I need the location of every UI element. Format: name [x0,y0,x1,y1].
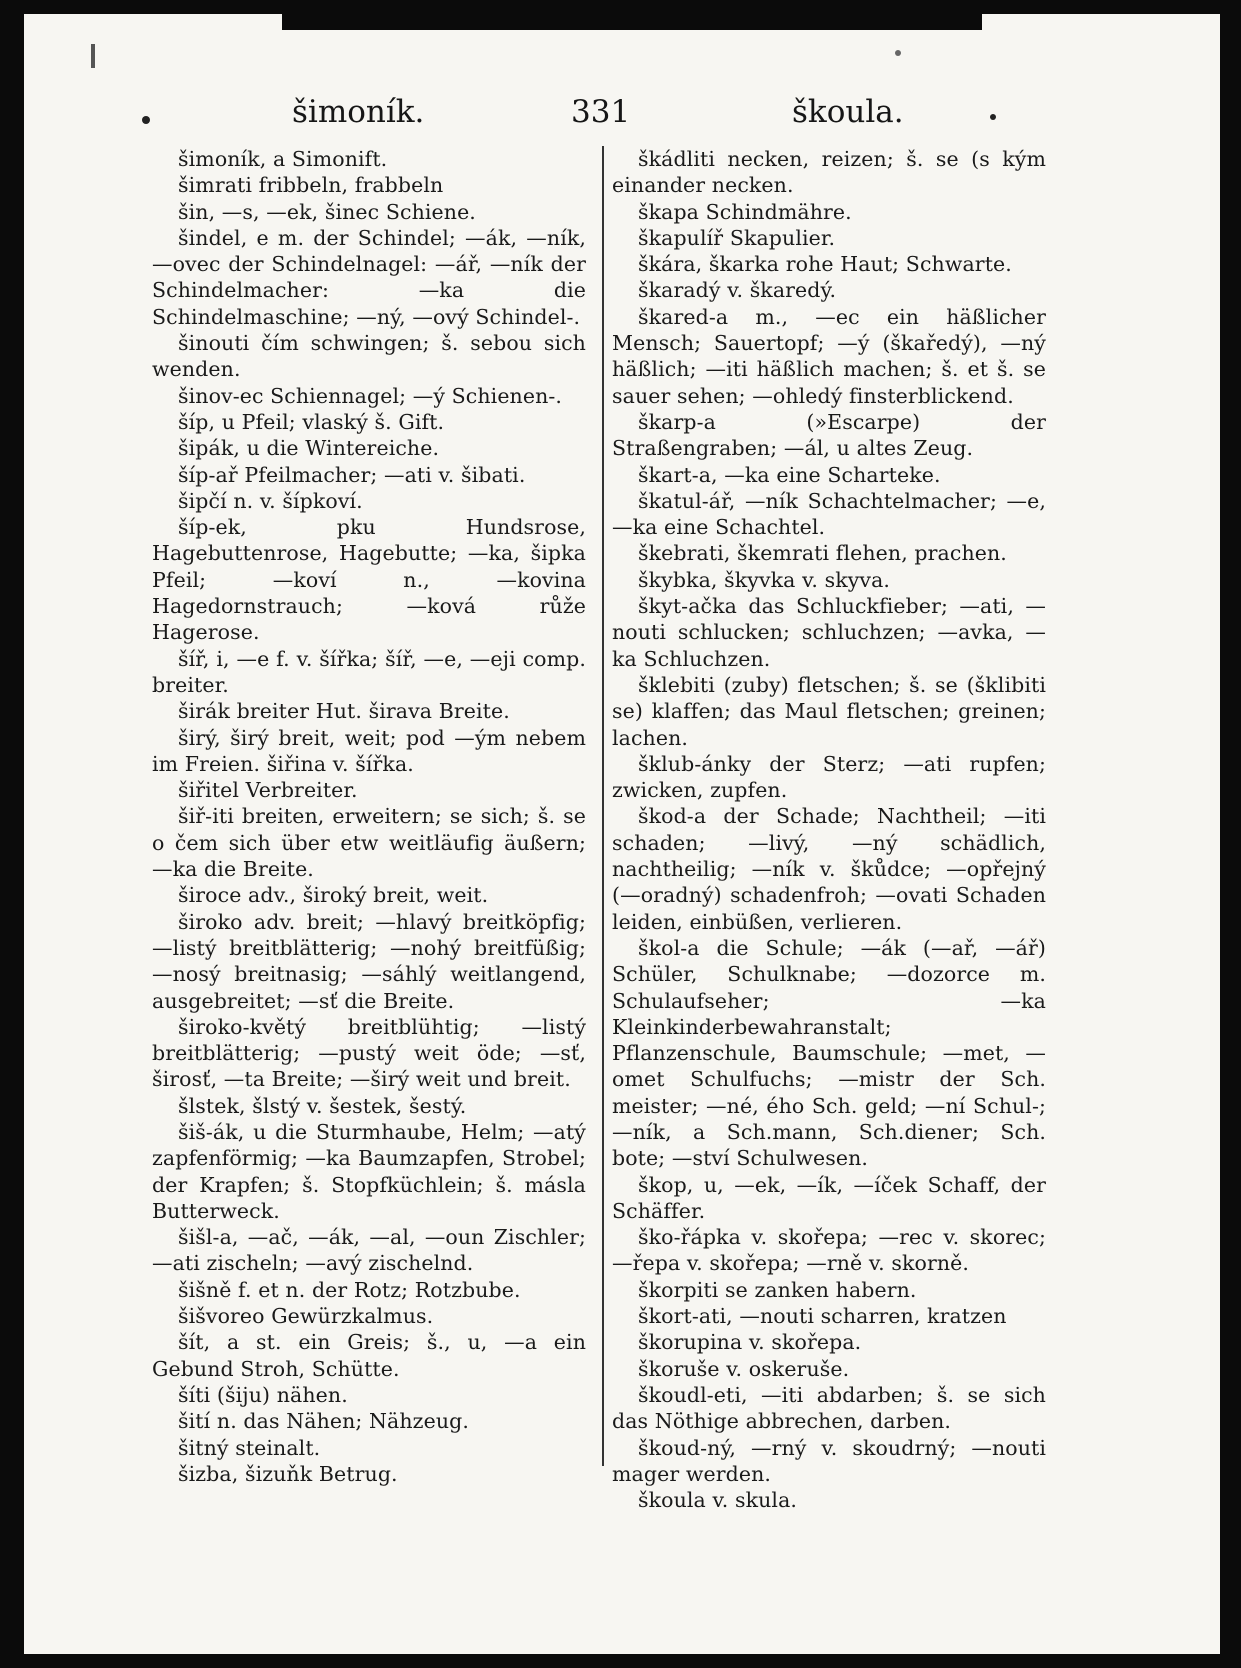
entry: šipčí n. v. šípkoví. [178,488,363,513]
entry: širý, širý breit, weit; pod —ým nebem im Freien. šiřina v. šířka. [152,725,586,776]
entry: škebrati, škemrati flehen, prachen. [638,541,1007,566]
left-headword: šimoník. [292,94,425,130]
entry: šin, —s, —ek, šinec Schiene. [178,199,476,224]
entry: škarp-a (»Escarpe) der Straßengraben; —ál, u altes Zeug. [612,409,1046,461]
entry: šizba, šizuňk Betrug. [178,1461,398,1486]
entry: škorupina v. skořepa. [638,1330,862,1355]
entry: šišvoreo Gewürzkalmus. [178,1304,434,1329]
column-divider [602,146,604,1466]
entry: škol-a die Schule; —ák (—ař, —ář) Schüler, Schulknabe; —dozorce m. Schulaufseher; —ka Kleinkinderbewahranstalt; Pflanzenschule, Baumschule; —met, —omet Schulfuchs; —mistr der Sch. meister; —né, ého Sch. geld; —ní Schul-; —ník, a Sch.mann, Sch.diener; Sch. bote; —ství Schulwesen. [612,935,1046,1171]
entry: šiřitel Verbreiter. [178,778,358,803]
entry: škoud-ný, —rný v. skoudrný; —nouti mager werden. [612,1435,1046,1486]
entry: šiř-iti breiten, erweitern; se sich; š. se o čem sich über etw weitläufig äußern; —ka die Breite. [152,804,586,882]
right-column [612,146,1046,1513]
dictionary-page [24,14,1220,1654]
entry: širák breiter Hut. širava Breite. [178,699,510,724]
entry: škoudl-eti, —iti abdarben; š. se sich das Nöthige abbrechen, darben. [612,1382,1046,1434]
entry: škyt-ačka das Schluckfieber; —ati, —nouti schlucken; schluchzen; —avka, —ka Schluchzen. [612,594,1046,671]
entry: škoruše v. oskeruše. [638,1356,850,1381]
entry: šimrati fribbeln, frabbeln [178,173,444,198]
entry: šindel, e m. der Schindel; —ák, —ník, —ovec der Schindelnagel: —ář, —ník der Schindelmacher: —ka die Schindelmaschine; —ný, —ový Schindel-. [152,225,586,329]
right-headword: škoula. [792,94,904,130]
entry: škod-a der Schade; Nachtheil; —iti schaden; —livý, —ný schädlich, nachtheilig; —ník v. škůdce; —opřejný (—oradný) schadenfroh; —ovati Schaden leiden, einbüßen, verlieren. [612,804,1046,934]
entry: šitný steinalt. [178,1435,321,1460]
entry: šíř, i, —e f. v. šířka; šíř, —e, —eji comp. breiter. [152,646,586,697]
entry: šíp-ek, pku Hundsrose, Hagebuttenrose, Hagebutte; —ka, šipka Pfeil; —koví n., —kovina Hagedornstrauch; —ková růže Hagerose. [152,515,586,645]
entry: škorpiti se zanken habern. [638,1277,917,1302]
entry: škára, škarka rohe Haut; Schwarte. [638,252,1012,277]
entry: škapa Schindmähre. [638,199,852,224]
ink-dot [895,50,901,56]
entry: šinov-ec Schiennagel; —ý Schienen-. [178,383,563,408]
entry: široko adv. breit; —hlavý breitköpfig; —listý breitblätterig; —nohý breitfüßig; —nosý breitnasig; —sáhlý weitlangend, ausgebreitet; —sť die Breite. [152,909,586,1013]
entry: šíti (šiju) nähen. [178,1382,348,1407]
entry: šimoník, a Simonift. [178,147,388,171]
entry: škapulíř Skapulier. [638,225,836,250]
entry: šiš-ák, u die Sturmhaube, Helm; —atý zapfenförmig; —ka Baumzapfen, Strobel; der Krapfen; š. Stopfküchlein; š. másla Butterweck. [152,1119,586,1223]
entry: škádliti necken, reizen; š. se (s kým einander necken. [612,147,1046,198]
running-header [24,94,1220,138]
entry: škop, u, —ek, —ík, —íček Schaff, der Schäffer. [612,1172,1046,1223]
entry: šlstek, šlstý v. šestek, šestý. [178,1093,467,1118]
entry: škatul-ář, —ník Schachtelmacher; —e, —ka eine Schachtel. [612,488,1046,540]
entry: škort-ati, —nouti scharren, kratzen [638,1304,1007,1329]
entry: šišl-a, —ač, —ák, —al, —oun Zischler; —ati zischeln; —avý zischelnd. [152,1225,586,1276]
entry: šití n. das Nähen; Nähzeug. [178,1409,469,1434]
entry: šklub-ánky der Sterz; —ati rupfen; zwicken, zupfen. [612,751,1046,803]
entry: široce adv., široký breit, weit. [178,883,489,908]
scan-edge [282,14,982,30]
left-column [152,146,586,1487]
entry: široko-květý breitblühtig; —listý breitblätterig; —pustý weit öde; —sť, širosť, —ta Breite; —širý weit und breit. [152,1014,586,1092]
entry: škoula v. skula. [638,1488,798,1513]
entry: ško-řápka v. skořepa; —rec v. skorec; —řepa v. skořepa; —rně v. skorně. [612,1225,1046,1276]
entry: šipák, u die Wintereiche. [178,436,440,461]
entry: škared-a m., —ec ein häßlicher Mensch; Sauertopf; —ý (škaředý), —ný häßlich; —iti häßlich machen; š. et š. se sauer sehen; —ohledý finsterblickend. [612,304,1046,408]
entry: škybka, škyvka v. skyva. [638,567,891,592]
entry: šinouti čím schwingen; š. sebou sich wenden. [152,331,586,382]
entry: šít, a st. ein Greis; š., u, —a ein Gebund Stroh, Schütte. [152,1330,586,1381]
entry: šíp, u Pfeil; vlaský š. Gift. [178,409,445,434]
entry: škaradý v. škaredý. [638,278,837,303]
page-number: 331 [571,94,631,130]
entry: šišně f. et n. der Rotz; Rotzbube. [178,1277,521,1302]
entry: šíp-ař Pfeilmacher; —ati v. šibati. [178,462,526,487]
entry: škart-a, —ka eine Scharteke. [638,462,941,487]
margin-mark [91,44,95,68]
entry: šklebiti (zuby) fletschen; š. se (šklibiti se) klaffen; das Maul fletschen; greinen; lachen. [612,672,1046,750]
